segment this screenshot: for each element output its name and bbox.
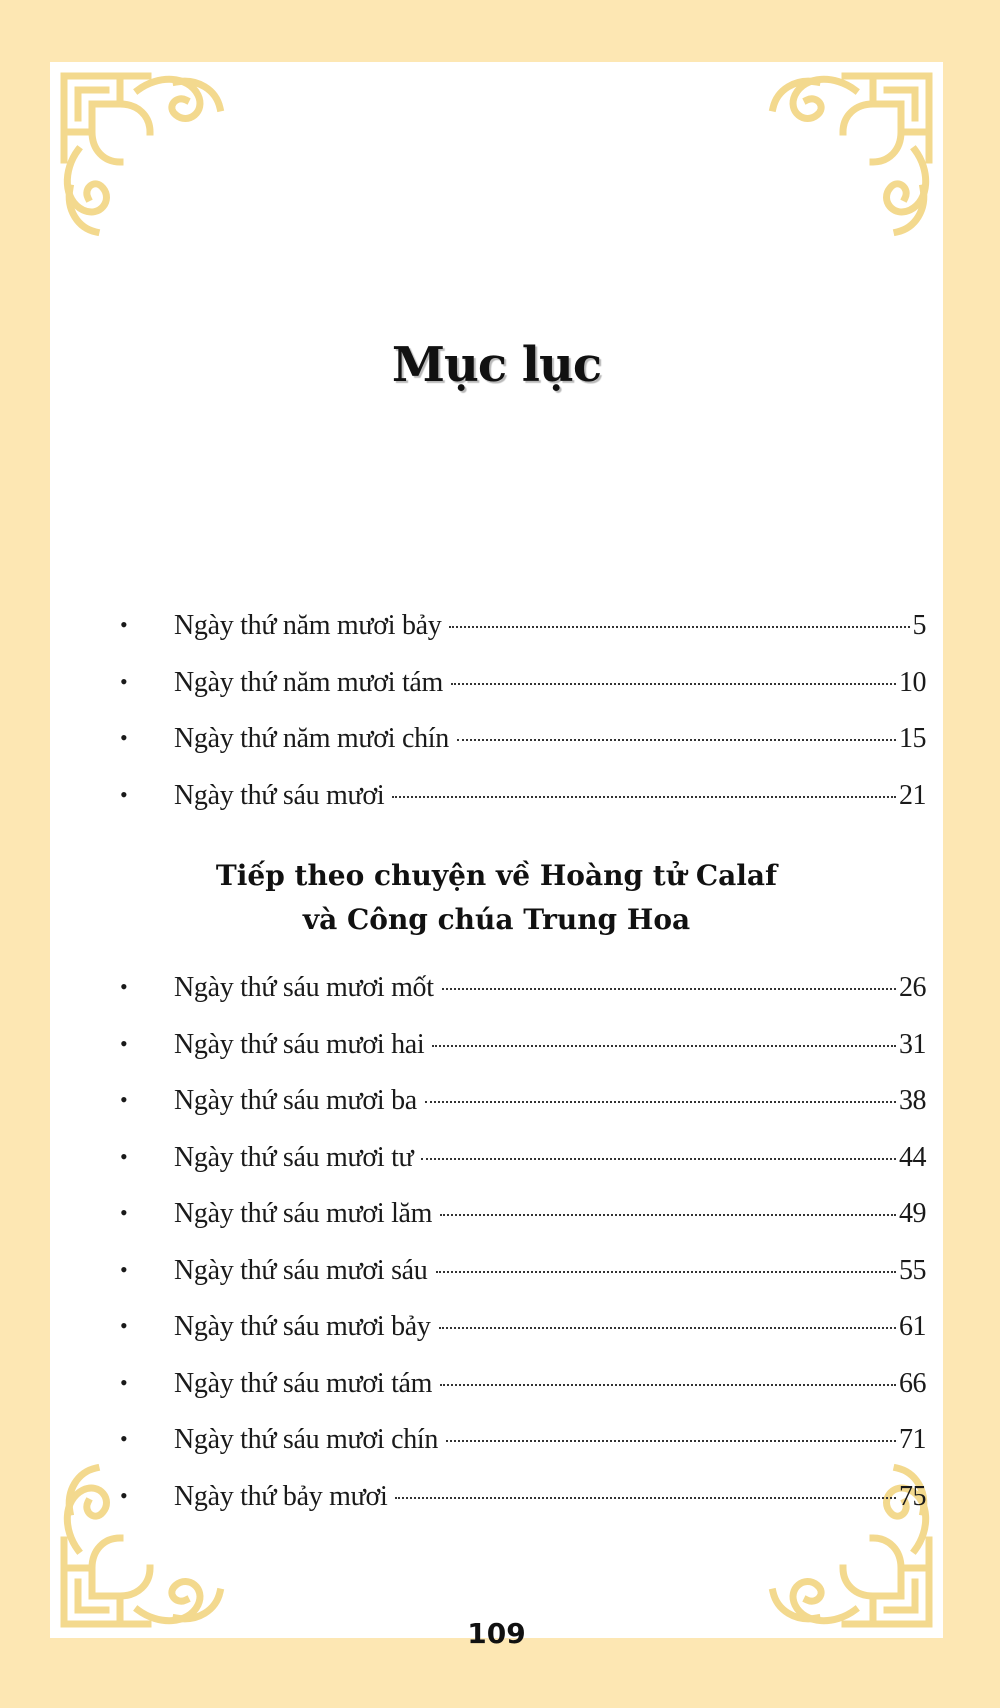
- bullet-icon: •: [120, 612, 128, 637]
- dot-leader: [439, 1327, 896, 1329]
- bullet-icon: •: [120, 1426, 128, 1451]
- page-number: 109: [467, 1617, 526, 1650]
- toc-entry-page: 26: [899, 972, 926, 1003]
- toc-entry-label: Ngày thứ sáu mươi ba: [174, 1085, 417, 1116]
- bullet-icon: •: [120, 725, 128, 750]
- dot-leader: [451, 683, 896, 685]
- toc-entry-label: Ngày thứ sáu mươi hai: [174, 1028, 425, 1060]
- book-page: [50, 62, 943, 1650]
- bullet-icon: •: [120, 1143, 128, 1169]
- dot-leader: [421, 1158, 896, 1160]
- dot-leader: [457, 739, 896, 741]
- toc-entry-page: 44: [899, 1141, 926, 1173]
- dot-leader: [432, 1045, 896, 1047]
- dot-leader: [440, 1214, 896, 1216]
- dot-leader: [436, 1271, 897, 1273]
- toc-entry-page: 71: [899, 1424, 926, 1455]
- toc-entry[interactable]: [120, 598, 926, 655]
- bullet-icon: •: [120, 668, 128, 694]
- toc-entry-label: Ngày thứ năm mươi tám: [174, 666, 444, 698]
- dot-leader: [449, 626, 909, 628]
- bullet-icon: •: [120, 1200, 128, 1225]
- toc-entry-label: Ngày thứ sáu mươi: [174, 779, 385, 811]
- toc-entry-label: Ngày thứ sáu mươi tư: [174, 1141, 414, 1173]
- toc-entry[interactable]: [120, 711, 926, 768]
- toc-entry-label: Ngày thứ bảy mươi: [174, 1480, 388, 1512]
- toc-entry-label: Ngày thứ sáu mươi lăm: [174, 1198, 433, 1229]
- toc-entry-label: Ngày thứ sáu mươi bảy: [174, 1311, 431, 1342]
- bullet-icon: •: [120, 1482, 128, 1508]
- dot-leader: [442, 988, 896, 990]
- section-heading: [50, 854, 943, 942]
- toc-entry[interactable]: [120, 1130, 926, 1187]
- bullet-icon: •: [120, 1256, 128, 1282]
- bullet-icon: •: [120, 1030, 128, 1056]
- toc-entry-page: 21: [899, 779, 926, 811]
- bullet-icon: •: [120, 1369, 128, 1395]
- toc-entry-label: Ngày thứ năm mươi chín: [174, 723, 449, 754]
- toc-entry-page: 15: [899, 723, 926, 754]
- dot-leader: [440, 1384, 896, 1386]
- bullet-icon: •: [120, 781, 128, 807]
- toc-entry-label: Ngày thứ năm mươi bảy: [174, 610, 442, 641]
- toc-entry-page: 75: [899, 1480, 926, 1512]
- toc-entry-page: 38: [899, 1085, 926, 1116]
- toc-entry[interactable]: [120, 1299, 926, 1356]
- toc-entry[interactable]: [120, 1469, 926, 1526]
- toc-entry[interactable]: [120, 1412, 926, 1469]
- toc-entry[interactable]: [120, 1017, 926, 1074]
- toc-entry-page: 61: [899, 1311, 926, 1342]
- toc-entry[interactable]: [120, 960, 926, 1017]
- bullet-icon: •: [120, 1313, 128, 1338]
- dot-leader: [395, 1497, 896, 1499]
- toc-entry-label: Ngày thứ sáu mươi mốt: [174, 972, 434, 1003]
- toc-entry[interactable]: [120, 1073, 926, 1130]
- toc-entry-page: 55: [899, 1254, 926, 1286]
- toc-entry-label: Ngày thứ sáu mươi sáu: [174, 1254, 428, 1286]
- corner-ornament-icon: [765, 70, 935, 240]
- dot-leader: [425, 1101, 896, 1103]
- toc-entry[interactable]: [120, 1186, 926, 1243]
- corner-ornament-icon: [58, 70, 228, 240]
- section-heading-line-2: và Công chúa Trung Hoa: [302, 903, 691, 936]
- toc-entry-page: 10: [899, 666, 926, 698]
- page-title: Mục lục: [391, 337, 602, 393]
- toc-entry-page: 31: [899, 1028, 926, 1060]
- toc-entry[interactable]: [120, 1243, 926, 1300]
- toc-entry[interactable]: [120, 1356, 926, 1413]
- toc-list-group-2: [120, 960, 926, 1525]
- section-heading-line-1: Tiếp theo chuyện về Hoàng tử Calaf: [215, 859, 778, 892]
- toc-entry-page: 66: [899, 1367, 926, 1399]
- toc-entry-page: 5: [912, 610, 926, 641]
- toc-entry-label: Ngày thứ sáu mươi chín: [174, 1424, 439, 1455]
- toc-entry[interactable]: [120, 655, 926, 712]
- toc-list-group-1: [120, 598, 926, 824]
- toc-entry[interactable]: [120, 768, 926, 825]
- dot-leader: [446, 1440, 896, 1442]
- toc-entry-label: Ngày thứ sáu mươi tám: [174, 1367, 433, 1399]
- bullet-icon: •: [120, 1087, 128, 1112]
- toc-entry-page: 49: [899, 1198, 926, 1229]
- dot-leader: [392, 796, 896, 798]
- bullet-icon: •: [120, 974, 128, 999]
